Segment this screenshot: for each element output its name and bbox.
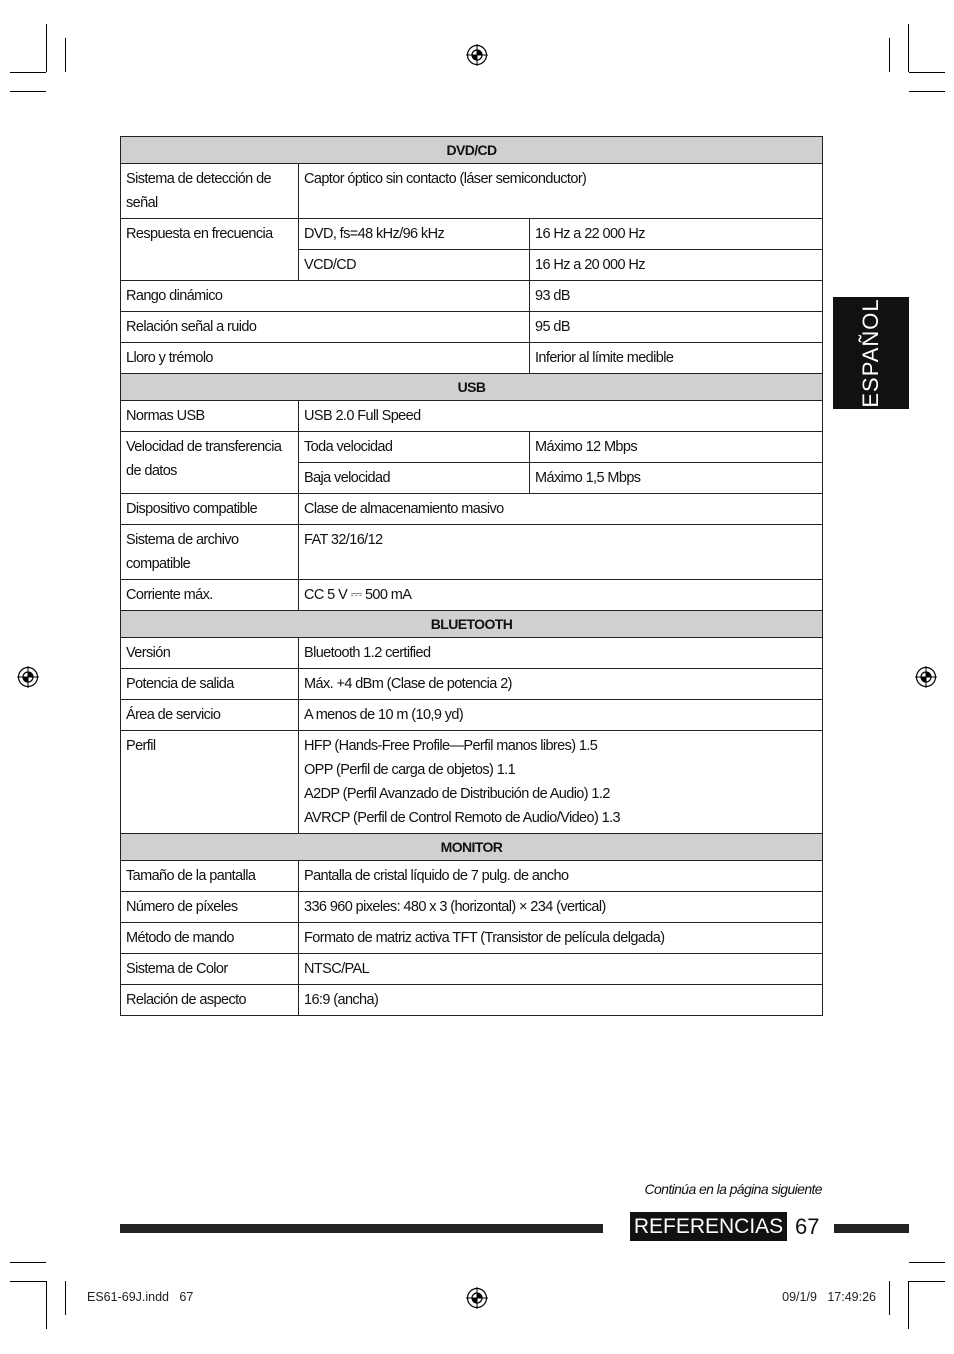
profile-line: AVRCP (Perfil de Control Remoto de Audio/Video) 1.3 [304, 810, 620, 826]
row-value: 16 Hz a 22 000 Hz [530, 219, 823, 250]
row-value: 16:9 (ancha) [299, 985, 823, 1016]
row-value: Formato de matriz activa TFT (Transistor de película delgada) [299, 923, 823, 954]
row-value: Máximo 1,5 Mbps [530, 463, 823, 494]
row-label: Rango dinámico [121, 281, 530, 312]
row-value: USB 2.0 Full Speed [299, 401, 823, 432]
print-timestamp: 09/1/9 17:49:26 [782, 1290, 876, 1304]
table-row [121, 312, 823, 343]
specifications-table [120, 136, 823, 1016]
section-header-usb [121, 374, 823, 401]
crop-mark-icon [65, 1281, 66, 1315]
language-tab-label: ESPAÑOL [858, 298, 883, 408]
section-title: USB [121, 374, 823, 401]
row-label: Tamaño de la pantalla [121, 861, 299, 892]
row-label: Área de servicio [121, 700, 299, 731]
row-label: Sistema de Color [121, 954, 299, 985]
row-value: Máx. +4 dBm (Clase de potencia 2) [299, 669, 823, 700]
crop-mark-icon [10, 91, 46, 92]
row-value: Clase de almacenamiento masivo [299, 494, 823, 525]
row-value: 95 dB [530, 312, 823, 343]
crop-mark-icon [65, 38, 66, 72]
table-row [121, 731, 823, 834]
page-number: 67 [795, 1214, 820, 1239]
table-row [121, 638, 823, 669]
row-label: Potencia de salida [121, 669, 299, 700]
table-row [121, 954, 823, 985]
profile-line: OPP (Perfil de carga de objetos) 1.1 [304, 762, 516, 778]
table-row [121, 861, 823, 892]
crop-mark-icon [10, 1281, 46, 1282]
row-value: 16 Hz a 20 000 Hz [530, 250, 823, 281]
table-row [121, 281, 823, 312]
profile-line: A2DP (Perfil Avanzado de Distribución de Audio) 1.2 [304, 786, 610, 802]
table-row [121, 494, 823, 525]
crop-mark-icon [10, 1262, 46, 1263]
registration-mark-icon [466, 1287, 488, 1309]
section-header-monitor [121, 834, 823, 861]
row-value: 336 960 pixeles: 480 x 3 (horizontal) × 234 (vertical) [299, 892, 823, 923]
footer-rule-right [834, 1224, 909, 1233]
language-tab [833, 297, 909, 409]
table-row [121, 401, 823, 432]
row-label: Respuesta en frecuencia [121, 219, 299, 281]
table-row [121, 164, 823, 219]
table-row [121, 432, 823, 463]
row-label: Sistema de archivo compatible [121, 525, 299, 580]
table-row [121, 525, 823, 580]
row-value: Pantalla de cristal líquido de 7 pulg. de ancho [299, 861, 823, 892]
section-label: REFERENCIAS [630, 1212, 787, 1241]
row-label: Método de mando [121, 923, 299, 954]
row-label: Perfil [121, 731, 299, 834]
row-value: CC 5 V ⎓ 500 mA [299, 580, 823, 611]
row-value: 93 dB [530, 281, 823, 312]
table-row [121, 343, 823, 374]
table-row [121, 580, 823, 611]
row-value [299, 731, 823, 834]
row-sublabel: Baja velocidad [299, 463, 530, 494]
row-sublabel: DVD, fs=48 kHz/96 kHz [299, 219, 530, 250]
section-header-dvd [121, 137, 823, 164]
section-title: MONITOR [121, 834, 823, 861]
continued-note: Continúa en la página siguiente [644, 1181, 822, 1197]
row-label: Versión [121, 638, 299, 669]
table-row [121, 892, 823, 923]
registration-mark-icon [915, 666, 937, 688]
row-label: Lloro y trémolo [121, 343, 530, 374]
row-label: Velocidad de transferencia de datos [121, 432, 299, 494]
crop-mark-icon [909, 1281, 945, 1282]
row-sublabel: VCD/CD [299, 250, 530, 281]
row-label: Normas USB [121, 401, 299, 432]
row-value: Máximo 12 Mbps [530, 432, 823, 463]
table-row [121, 700, 823, 731]
section-title: DVD/CD [121, 137, 823, 164]
row-value: FAT 32/16/12 [299, 525, 823, 580]
row-value: Inferior al límite medible [530, 343, 823, 374]
row-value: NTSC/PAL [299, 954, 823, 985]
print-file-name: ES61-69J.indd 67 [87, 1290, 194, 1304]
section-header-bluetooth [121, 611, 823, 638]
row-label: Número de píxeles [121, 892, 299, 923]
crop-mark-icon [908, 24, 909, 72]
crop-mark-icon [46, 1281, 47, 1329]
table-row [121, 219, 823, 250]
crop-mark-icon [909, 91, 945, 92]
row-value: A menos de 10 m (10,9 yd) [299, 700, 823, 731]
row-label: Relación de aspecto [121, 985, 299, 1016]
table-row [121, 985, 823, 1016]
row-label: Corriente máx. [121, 580, 299, 611]
row-label: Sistema de detección de señal [121, 164, 299, 219]
crop-mark-icon [909, 72, 945, 73]
row-value: Captor óptico sin contacto (láser semiconductor) [299, 164, 823, 219]
footer-rule-left [120, 1224, 603, 1233]
crop-mark-icon [889, 1281, 890, 1315]
table-row [121, 669, 823, 700]
row-label: Dispositivo compatible [121, 494, 299, 525]
registration-mark-icon [17, 666, 39, 688]
row-value: Bluetooth 1.2 certified [299, 638, 823, 669]
crop-mark-icon [10, 72, 46, 73]
crop-mark-icon [908, 1281, 909, 1329]
crop-mark-icon [46, 24, 47, 72]
crop-mark-icon [889, 38, 890, 72]
table-row [121, 923, 823, 954]
row-label: Relación señal a ruido [121, 312, 530, 343]
section-title: BLUETOOTH [121, 611, 823, 638]
registration-mark-icon [466, 44, 488, 66]
profile-line: HFP (Hands-Free Profile—Perfil manos libres) 1.5 [304, 738, 598, 754]
row-sublabel: Toda velocidad [299, 432, 530, 463]
crop-mark-icon [909, 1262, 945, 1263]
